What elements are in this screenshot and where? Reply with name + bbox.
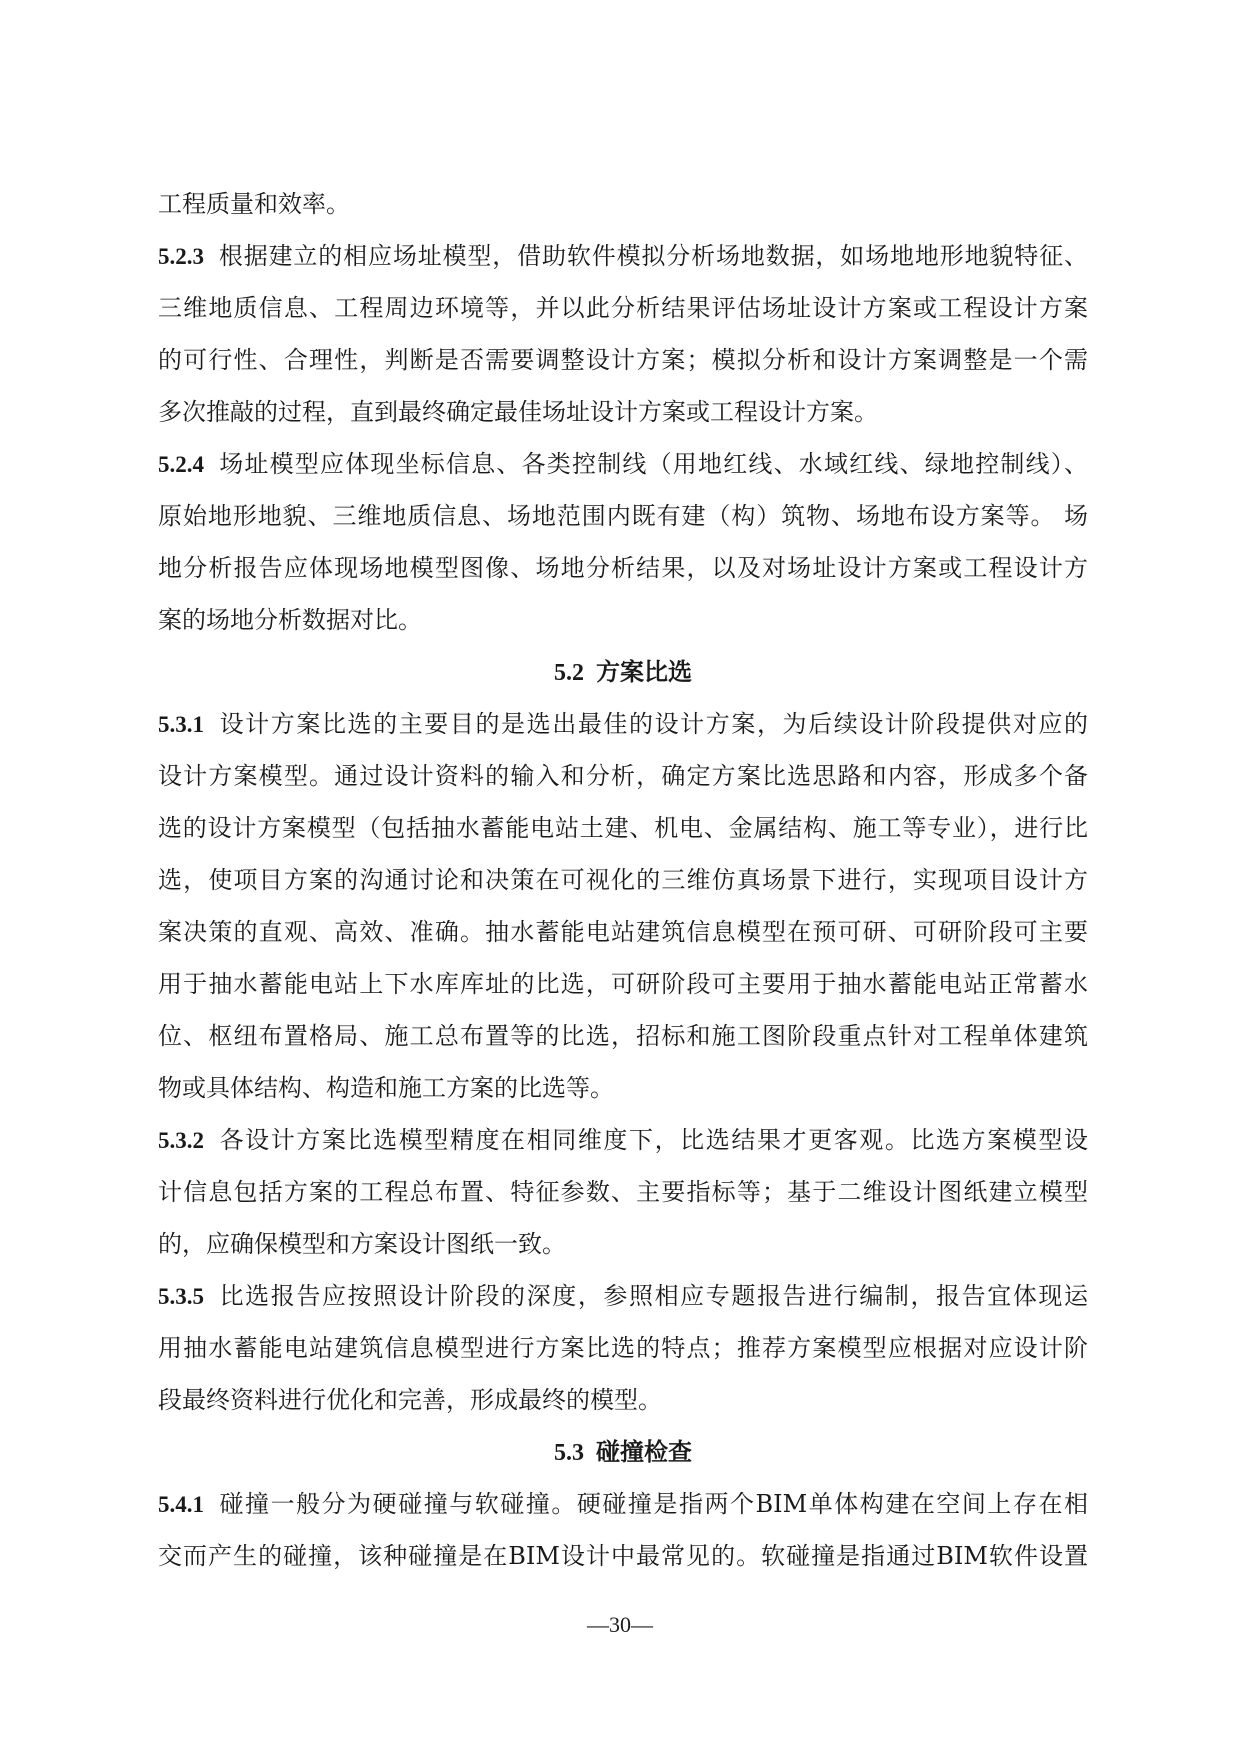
clause-number: 5.2.3 <box>158 244 204 269</box>
clause-5-4-1-line <box>158 1478 1088 1530</box>
clause-5-3-1-line: 位、枢纽布置格局、施工总布置等的比选，招标和施工图阶段重点针对工程单体建筑 <box>158 1022 1088 1050</box>
clause-number: 5.2.4 <box>158 452 204 477</box>
clause-5-2-4-line: 案的场地分析数据对比。 <box>158 606 422 634</box>
section-title: 方案比选 <box>596 657 692 686</box>
clause-5-2-3-line: 的可行性、合理性，判断是否需要调整设计方案；模拟分析和设计方案调整是一个需 <box>158 346 1088 374</box>
clause-5-3-1-line: 物或具体结构、构造和施工方案的比选等。 <box>158 1074 614 1102</box>
clause-number: 5.3.1 <box>158 712 204 737</box>
page-body <box>158 178 1088 1582</box>
section-heading-5-3 <box>158 1426 1088 1478</box>
clause-5-2-3-line: 三维地质信息、工程周边环境等，并以此分析结果评估场址设计方案或工程设计方案 <box>158 294 1088 322</box>
clause-number: 5.3.2 <box>158 1128 204 1153</box>
clause-text: 设计方案比选的主要目的是选出最佳的设计方案，为后续设计阶段提供对应的 <box>218 710 1088 738</box>
clause-5-2-4-line <box>158 438 1088 490</box>
clause-5-2-4-line: 原始地形地貌、三维地质信息、场地范围内既有建（构）筑物、场地布设方案等。 场 <box>158 502 1088 530</box>
clause-5-3-1-line: 用于抽水蓄能电站上下水库库址的比选，可研阶段可主要用于抽水蓄能电站正常蓄水 <box>158 970 1088 998</box>
clause-number: 5.3.5 <box>158 1284 204 1309</box>
clause-5-3-2-line: 计信息包括方案的工程总布置、特征参数、主要指标等；基于二维设计图纸建立模型 <box>158 1178 1088 1206</box>
clause-text: 比选报告应按照设计阶段的深度，参照相应专题报告进行编制，报告宜体现运 <box>218 1282 1088 1310</box>
clause-5-2-3-line <box>158 230 1088 282</box>
clause-5-2-4-line: 地分析报告应体现场地模型图像、场地分析结果，以及对场址设计方案或工程设计方 <box>158 554 1088 582</box>
clause-5-3-1-line: 设计方案模型。通过设计资料的输入和分析，确定方案比选思路和内容，形成多个备 <box>158 762 1088 790</box>
section-number: 5.2 <box>554 660 584 686</box>
clause-text: 碰撞一般分为硬碰撞与软碰撞。硬碰撞是指两个BIM单体构建在空间上存在相 <box>218 1490 1088 1518</box>
clause-number: 5.4.1 <box>158 1492 204 1517</box>
clause-5-3-1-line: 选的设计方案模型（包括抽水蓄能电站土建、机电、金属结构、施工等专业），进行比 <box>158 814 1088 842</box>
clause-5-3-1-line: 案决策的直观、高效、准确。抽水蓄能电站建筑信息模型在预可研、可研阶段可主要 <box>158 918 1088 946</box>
section-heading-5-2 <box>158 646 1088 698</box>
page-number: —30— <box>587 1612 653 1637</box>
clause-5-3-5-line: 段最终资料进行优化和完善，形成最终的模型。 <box>158 1386 662 1414</box>
clause-text: 根据建立的相应场址模型，借助软件模拟分析场地数据，如场地地形地貌特征、 <box>218 242 1088 270</box>
clause-5-3-2-line <box>158 1114 1088 1166</box>
clause-5-4-1-line: 交而产生的碰撞，该种碰撞是在BIM设计中最常见的。软碰撞是指通过BIM软件设置 <box>158 1542 1088 1570</box>
clause-5-3-1-line <box>158 698 1088 750</box>
clause-5-3-5-line <box>158 1270 1088 1322</box>
section-number: 5.3 <box>554 1440 584 1466</box>
clause-5-3-2-line: 的，应确保模型和方案设计图纸一致。 <box>158 1230 566 1258</box>
paragraph-continuation: 工程质量和效率。 <box>158 190 350 218</box>
section-title: 碰撞检查 <box>596 1437 692 1466</box>
clause-5-3-1-line: 选，使项目方案的沟通讨论和决策在可视化的三维仿真场景下进行，实现项目设计方 <box>158 866 1088 894</box>
clause-5-2-3-line: 多次推敲的过程，直到最终确定最佳场址设计方案或工程设计方案。 <box>158 398 878 426</box>
clause-text: 场址模型应体现坐标信息、各类控制线（用地红线、水域红线、绿地控制线）、 <box>218 450 1088 478</box>
clause-5-3-5-line: 用抽水蓄能电站建筑信息模型进行方案比选的特点；推荐方案模型应根据对应设计阶 <box>158 1334 1088 1362</box>
clause-text: 各设计方案比选模型精度在相同维度下，比选结果才更客观。比选方案模型设 <box>218 1126 1088 1154</box>
